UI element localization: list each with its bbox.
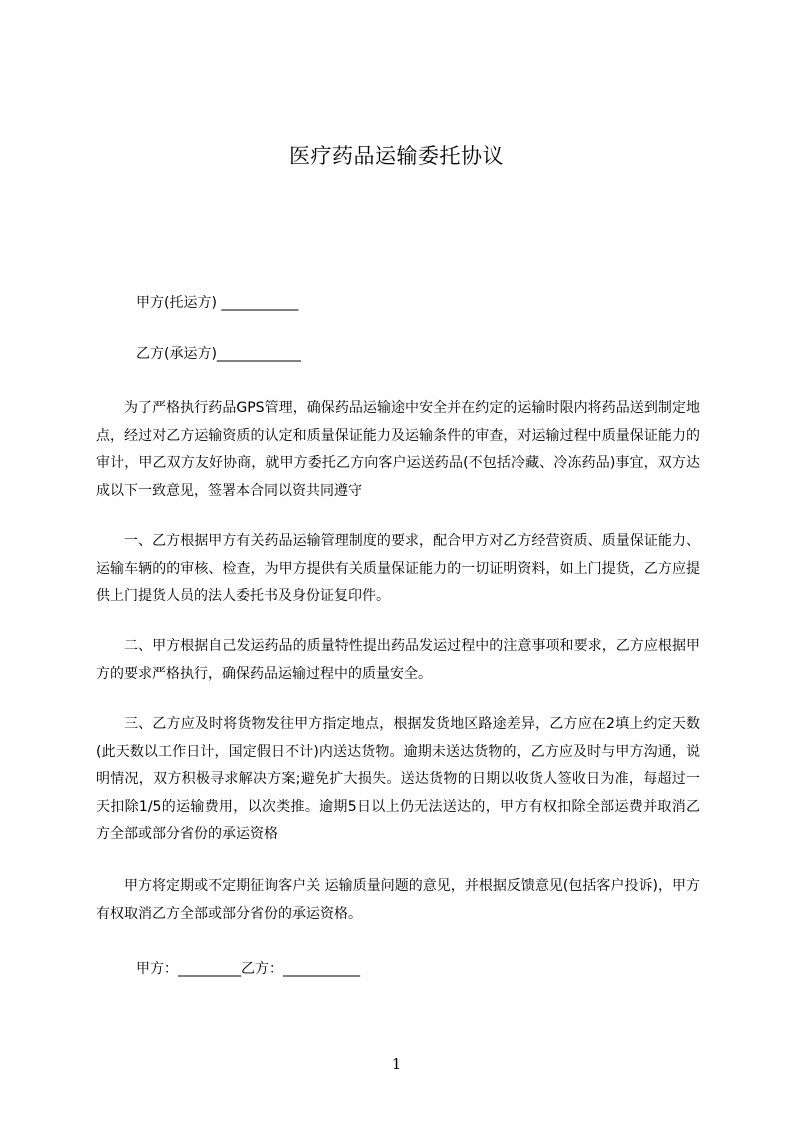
- paragraph-clause-2: 二、甲方根据自己发运药品的质量特性提出药品发运过程中的注意事项和要求，乙方应根据甲方的要求严格执行，确保药品运输过程中的质量安全。: [96, 638, 700, 682]
- paragraph-feedback: 甲方将定期或不定期征询客户关 运输质量问题的意见，并根据反馈意见(包括客户投诉)，甲方有权取消乙方全部或部分省份的承运资格。: [96, 878, 700, 922]
- paragraph-clause-3: 三、乙方应及时将货物发往甲方指定地点，根据发货地区路途差异，乙方应在2填上约定天数(此天数以工作日计，国定假日不计)内送达货物。逾期未送达货物的，乙方应及时与甲方沟通，说明情况，双方积极寻求解决方案;避免扩大损失。送达货物的日期以收货人签收日为准，每超过一天扣除1/5的运输费用，以次类推。逾期5日以上仍无法送达的，甲方有权扣除全部运费并取消乙方全部或部分省份的承运资格: [96, 716, 700, 842]
- document-title: 医疗药品运输委托协议: [289, 144, 504, 168]
- paragraph-preamble: 为了严格执行药品GPS管理，确保药品运输途中安全并在约定的运输时限内将药品送到制定地点，经过对乙方运输资质的认定和质量保证能力及运输条件的审查，对运输过程中质量保证能力的审计，甲乙双方友好协商，就甲方委托乙方向客户运送药品(不包括冷藏、冷冻药品)事宜，双方达成以下一致意见，签署本合同以资共同遵守: [96, 400, 700, 499]
- page-number: 1: [391, 1055, 402, 1073]
- paragraph-clause-1: 一、乙方根据甲方有关药品运输管理制度的要求，配合甲方对乙方经营资质、质量保证能力、运输车辆的的审核、检查，为甲方提供有关质量保证能力的一切证明资料，如上门提货，乙方应提供上门提货人员的法人委托书及身份证复印件。: [96, 533, 700, 604]
- signature-line: 甲方：_________乙方：___________: [136, 961, 360, 977]
- party-b-line: 乙方(承运方)____________: [136, 346, 301, 362]
- party-a-line: 甲方(托运方) ___________: [136, 295, 299, 311]
